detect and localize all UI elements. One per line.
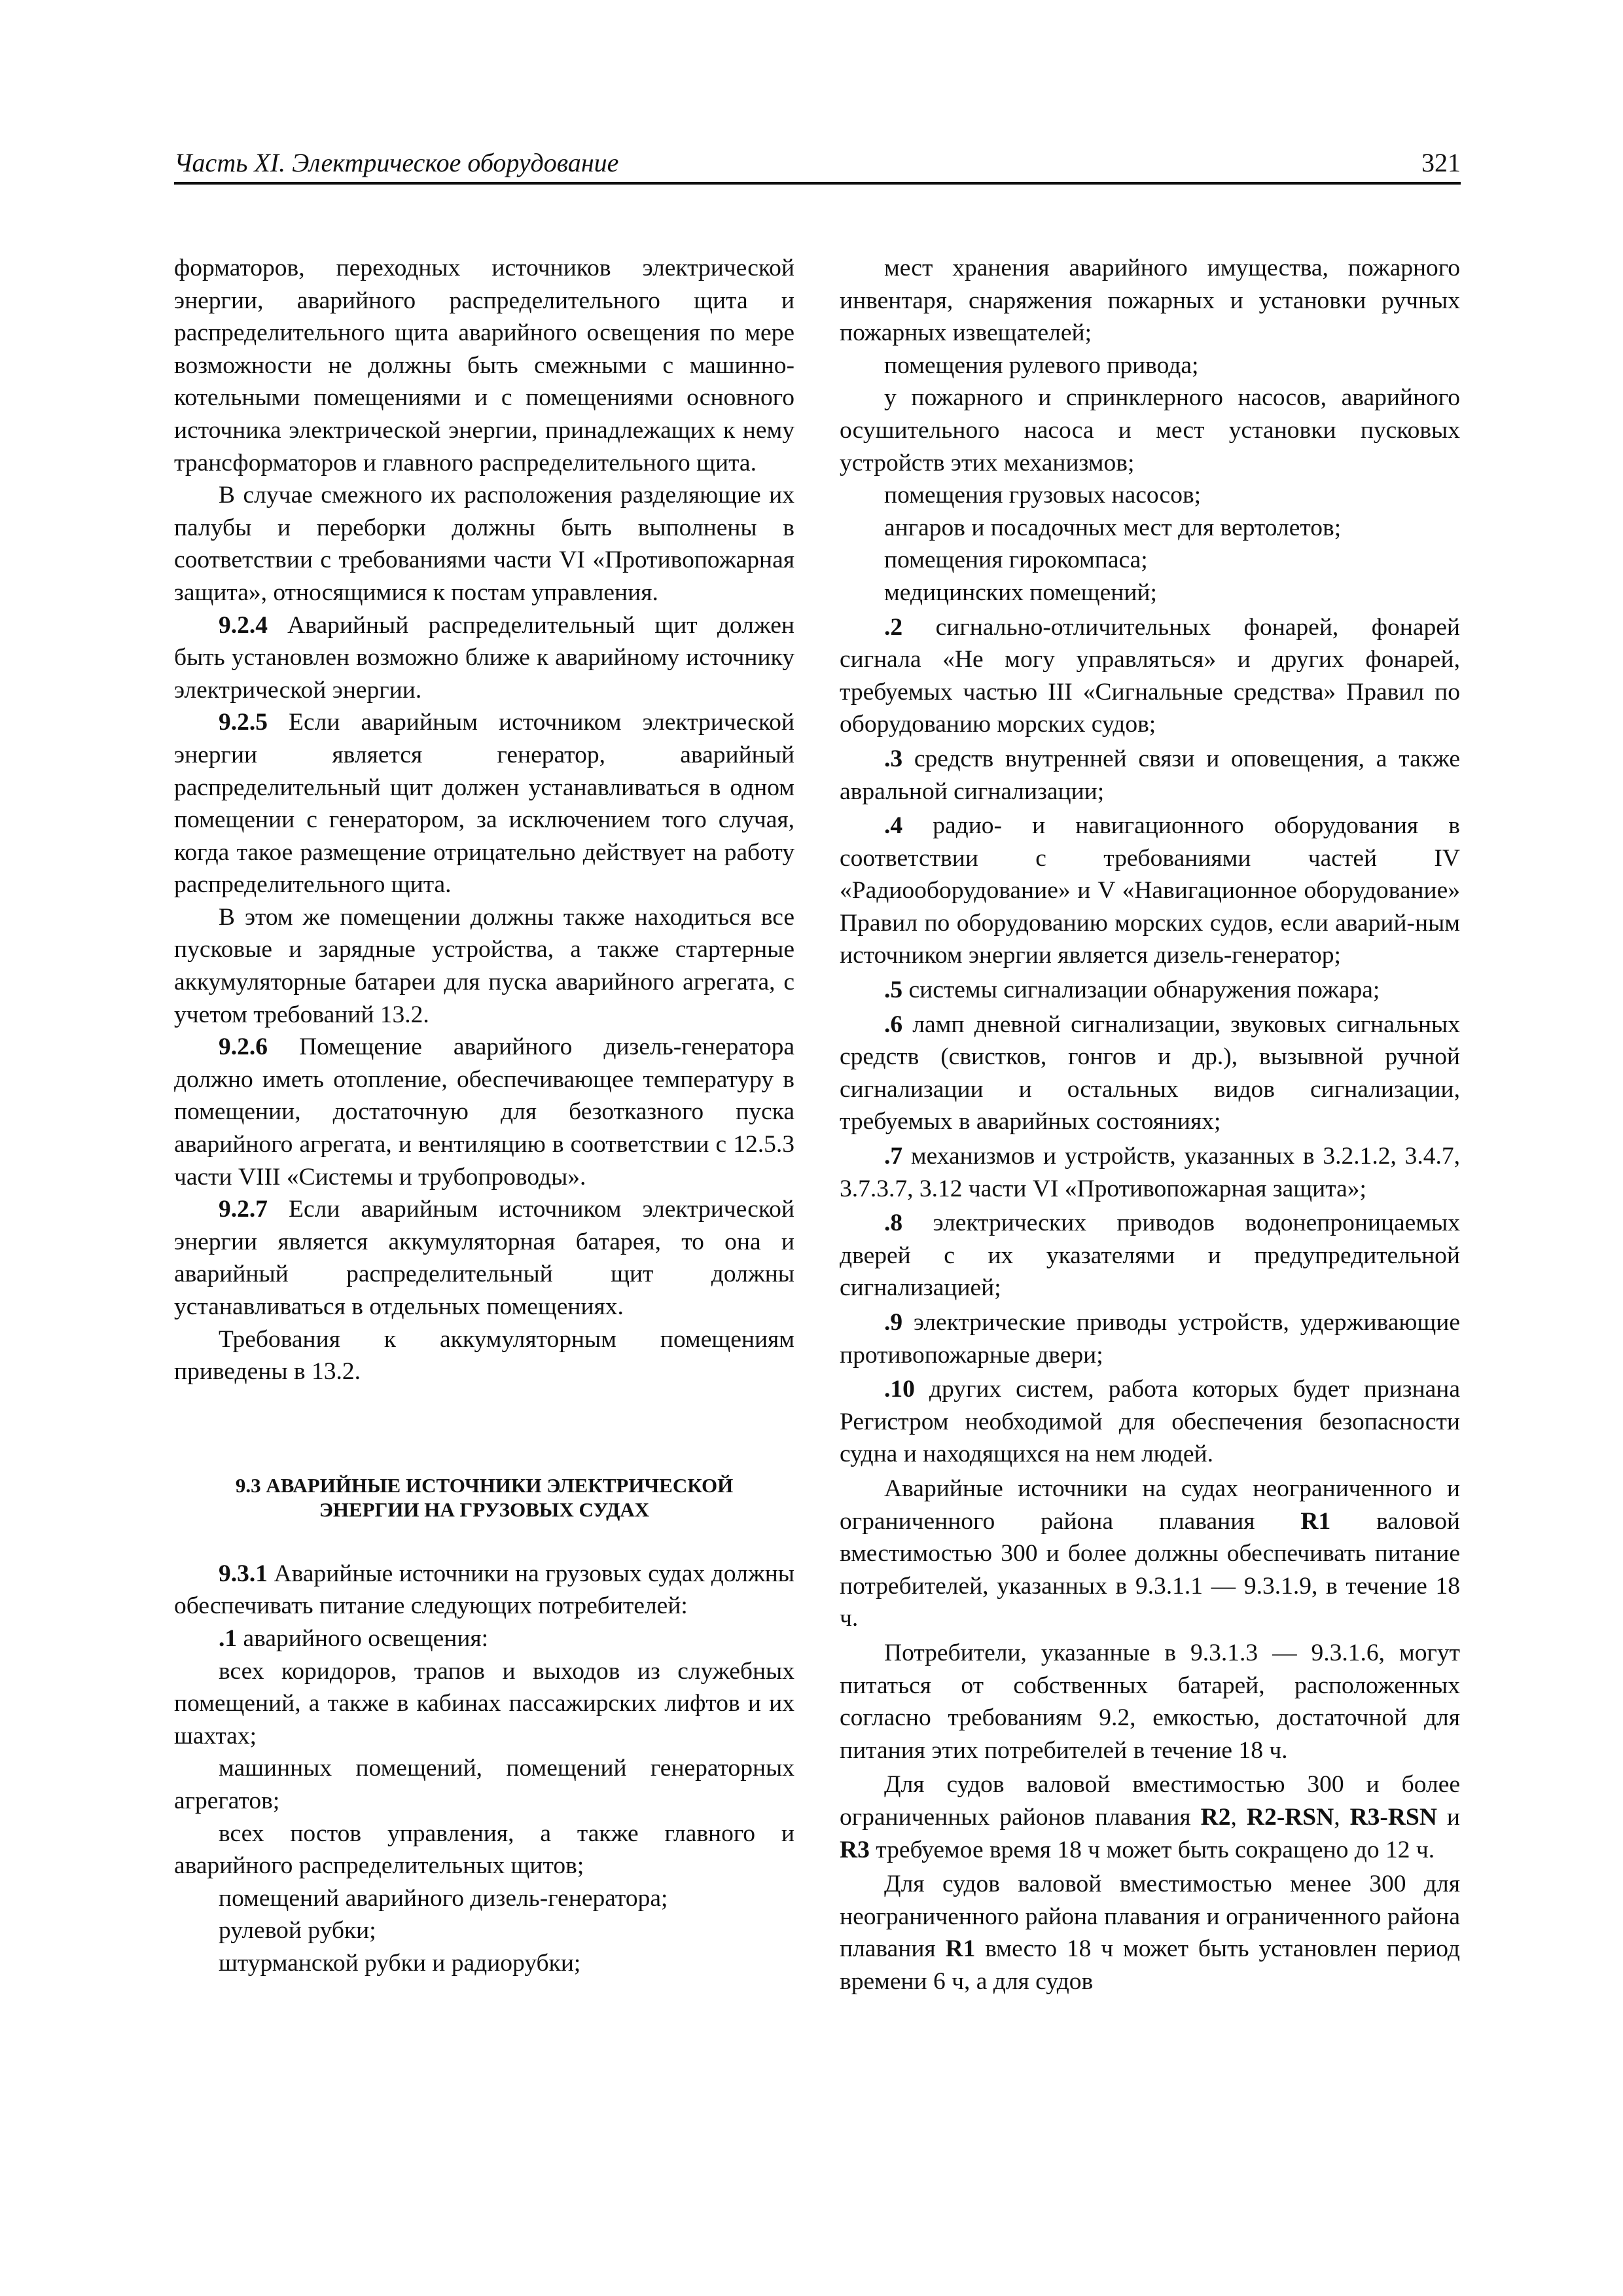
list-item: .8 электрических приводов водонепроницаемых дверей с их указателями и предупредительной сигнализацией; bbox=[840, 1210, 1460, 1302]
sub-item: ангаров и посадочных мест для вертолетов; bbox=[884, 514, 1342, 541]
clause-number: 9.2.5 bbox=[219, 709, 268, 736]
sub-item: помещения гирокомпаса; bbox=[884, 547, 1148, 574]
list-item: .10 других систем, работа которых будет признана Регистром необходимой для обеспечения безопасности судна и находящихся на нем людей. bbox=[840, 1376, 1460, 1468]
area-code: R2 bbox=[1200, 1803, 1231, 1831]
clause-number: 9.3.1 bbox=[219, 1560, 268, 1587]
list-item: .9 электрические приводы устройств, удерживающие противопожарные двери; bbox=[840, 1309, 1460, 1369]
list-item: .3 средств внутренней связи и оповещения, а также авральной сигнализации; bbox=[840, 745, 1460, 805]
left-column bbox=[174, 252, 794, 1980]
paragraph: Аварийные источники на судах неограниченного и ограниченного района плавания R1 валовой вместимостью 300 и более должны обеспечивать питание потребителей, указанных в 9.3.1.1 — 9.3.1.9, в течение 18 ч. bbox=[840, 1475, 1460, 1632]
list-item: .2 сигнально-отличительных фонарей, фонарей сигнала «Не могу управляться» и других фонарей, требуемых частью III «Сигнальные средства» Правил по оборудованию морских судов; bbox=[840, 613, 1460, 738]
clause-number: 9.2.4 bbox=[219, 611, 268, 639]
clause-number: 9.2.6 bbox=[219, 1033, 268, 1061]
running-title: Часть XI. Электрическое оборудование bbox=[174, 148, 619, 177]
sub-item: штурманской рубки и радиорубки; bbox=[219, 1949, 581, 1977]
paragraph: Потребители, указанные в 9.3.1.3 — 9.3.1.6, могут питаться от собственных батарей, расположенных согласно требованиям 9.2, емкостью, достаточной для питания этих потребителей в течение 18 ч. bbox=[840, 1639, 1460, 1764]
sub-item: всех постов управления, а также главного и аварийного распределительных щитов; bbox=[174, 1820, 794, 1880]
paragraph: Для судов валовой вместимостью менее 300 для неограниченного района плавания и ограниченного района плавания R1 вместо 18 ч может быть установлен период времени 6 ч, а для судов bbox=[840, 1871, 1461, 1995]
list-item: .7 механизмов и устройств, указанных в 3.2.1.2, 3.4.7, 3.7.3.7, 3.12 части VI «Противопожарная защита»; bbox=[840, 1143, 1460, 1202]
sub-item: рулевой рубки; bbox=[219, 1917, 376, 1945]
clause-9-3-1: 9.3.1 Аварийные источники на грузовых судах должны обеспечивать питание следующих потребителей: bbox=[174, 1560, 794, 1620]
list-item: .6 ламп дневной сигнализации, звуковых сигнальных средств (свистков, гонгов и др.), вызывной ручной сигнализации и остальных видов сигнализации, требуемых в аварийных состояниях; bbox=[840, 1011, 1460, 1136]
area-code: R1 bbox=[1300, 1507, 1331, 1535]
page-number: 321 bbox=[1421, 148, 1461, 177]
paragraph: форматоров, переходных источников электрической энергии, аварийного распределительного щита и распределительного щита аварийного освещения по мере возможности не должны быть смежными с машинно-котельными помещениями и с помещениями основного источника электрической энергии, принадлежащих к нему трансформаторов и главного распределительного щита. bbox=[174, 255, 794, 476]
sub-item: мест хранения аварийного имущества, пожарного инвентаря, снаряжения пожарных и установки ручных пожарных извещателей; bbox=[840, 255, 1460, 347]
sub-item: всех коридоров, трапов и выходов из служебных помещений, а также в кабинах пассажирских лифтов и их шахтах; bbox=[174, 1657, 794, 1749]
clause-number: 9.2.7 bbox=[219, 1196, 268, 1223]
sub-item: у пожарного и спринклерного насосов, аварийного осушительного насоса и мест установки пусковых устройств этих механизмов; bbox=[840, 384, 1460, 476]
clause-9-2-6: 9.2.6 Помещение аварийного дизель-генератора должно иметь отопление, обеспечивающее температуру в помещении, достаточную для безотказного пуска аварийного агрегата, и вентиляцию в соответствии с 12.5.3 части VIII «Системы и трубопроводы». bbox=[174, 1033, 794, 1191]
sub-item: машинных помещений, помещений генераторных агрегатов; bbox=[174, 1755, 794, 1814]
list-item: .1 аварийного освещения: bbox=[219, 1624, 489, 1652]
sub-item: помещений аварийного дизель-генератора; bbox=[219, 1884, 668, 1912]
sub-item: медицинских помещений; bbox=[884, 579, 1157, 606]
paragraph: В этом же помещении должны также находиться все пусковые и зарядные устройства, а также стартерные аккумуляторные батареи для пуска аварийного агрегата, с учетом требований 13.2. bbox=[174, 903, 794, 1028]
list-item: .4 радио- и навигационного оборудования в соответствии с требованиями частей IV «Радиооборудование» и V «Навигационное оборудование» Правил по оборудованию морских судов, если аварий-ным источником энергии является дизель-генератор; bbox=[840, 812, 1460, 969]
list-item: .5 системы сигнализации обнаружения пожара; bbox=[884, 977, 1380, 1004]
area-code: R3-RSN bbox=[1349, 1803, 1437, 1831]
clause-9-2-7: 9.2.7 Если аварийным источником электрической энергии является аккумуляторная батарея, то она и аварийный распределительный щит должны устанавливаться в отдельных помещениях. bbox=[174, 1196, 794, 1320]
page-header bbox=[174, 145, 1461, 185]
area-code: R3 bbox=[840, 1836, 870, 1863]
right-column bbox=[840, 252, 1460, 1998]
clause-9-2-4: 9.2.4 Аварийный распределительный щит должен быть установлен возможно ближе к аварийному источнику электрической энергии. bbox=[174, 611, 794, 704]
area-code: R1 bbox=[945, 1935, 976, 1963]
clause-9-2-5: 9.2.5 Если аварийным источником электрической энергии является генератор, аварийный распределительный щит должен устанавливаться в одном помещении с генератором, за исключением того случая, когда такое размещение отрицательно действует на работу распределительного щита. bbox=[174, 709, 794, 899]
paragraph: Требования к аккумуляторным помещениям приведены в 13.2. bbox=[174, 1325, 794, 1386]
paragraph: В случае смежного их расположения разделяющие их палубы и переборки должны быть выполнены в соответствии с требованиями части VI «Противопожарная защита», относящимися к постам управления. bbox=[174, 482, 794, 606]
sub-item: помещения рулевого привода; bbox=[884, 351, 1199, 379]
section-heading-9-3: 9.3 АВАРИЙНЫЕ ИСТОЧНИКИ ЭЛЕКТРИЧЕСКОЙ ЭНЕРГИИ НА ГРУЗОВЫХ СУДАХ bbox=[235, 1473, 734, 1521]
area-code: R2-RSN bbox=[1246, 1803, 1334, 1831]
sub-item: помещения грузовых насосов; bbox=[884, 482, 1202, 509]
paragraph: Для судов валовой вместимостью 300 и более ограниченных районов плавания R2, R2-RSN, R3-RSN и R3 требуемое время 18 ч может быть сокращено до 12 ч. bbox=[840, 1771, 1461, 1863]
